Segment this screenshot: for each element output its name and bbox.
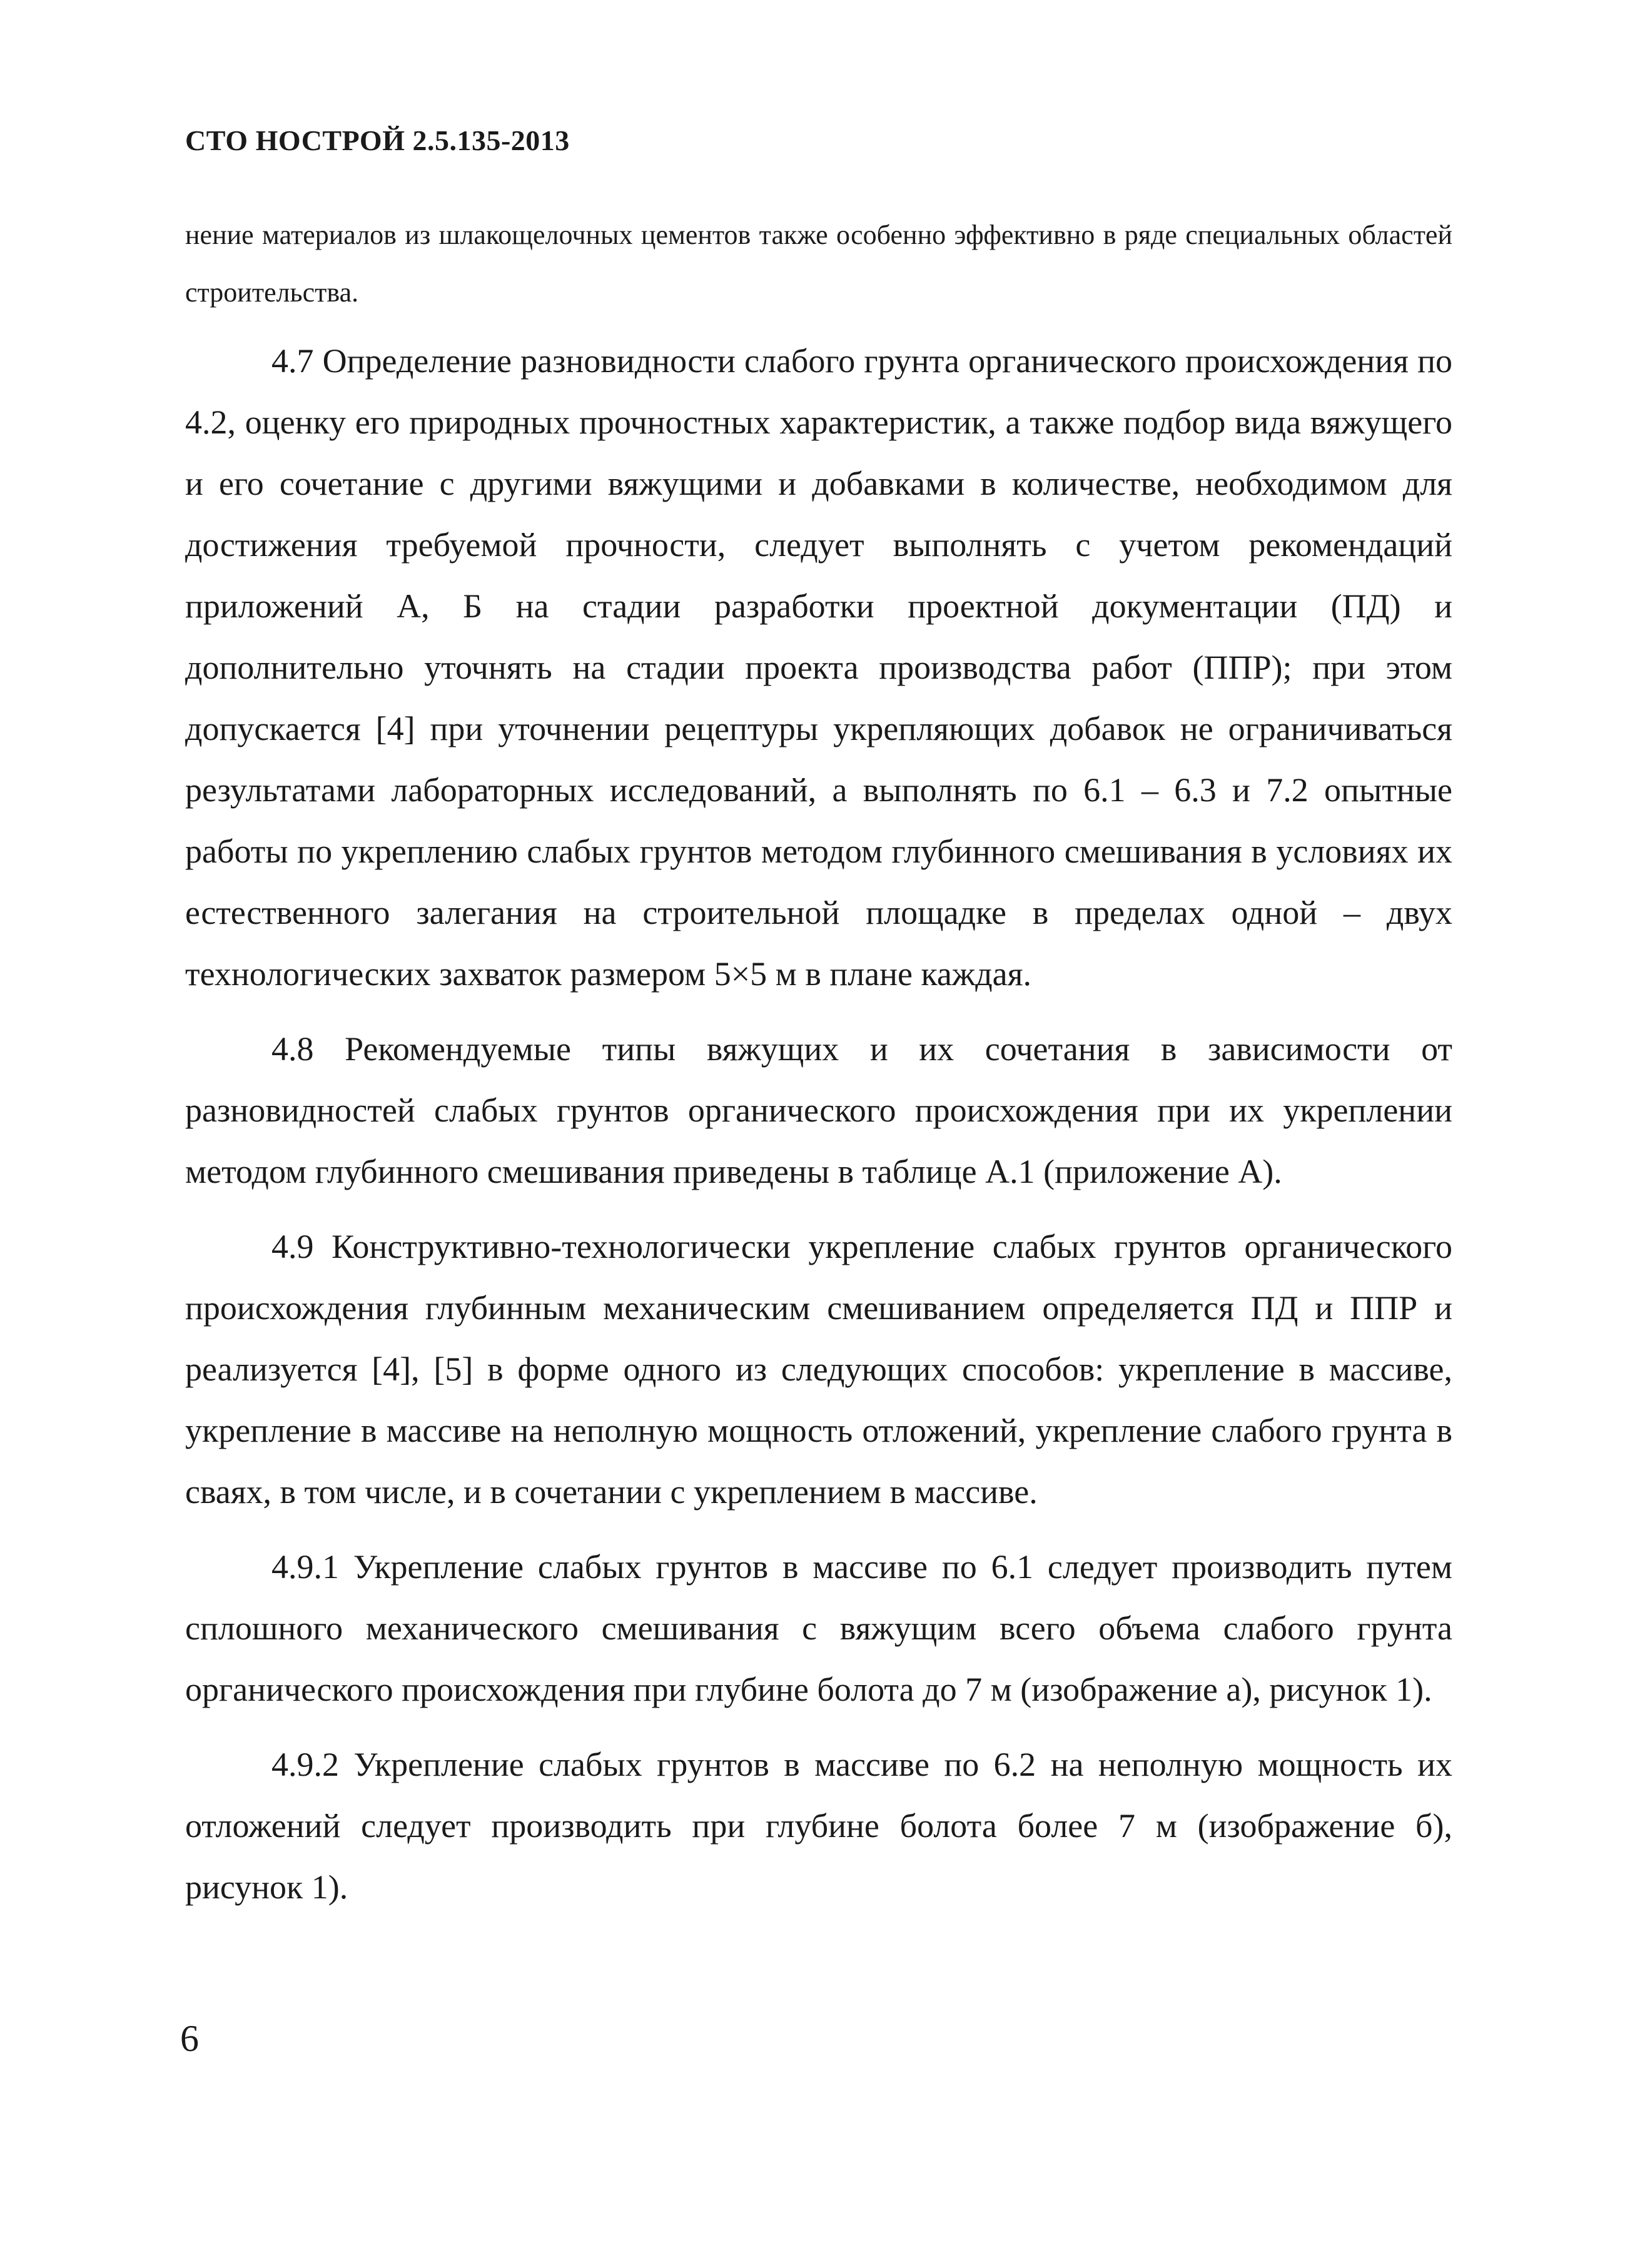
document-code-header: СТО НОСТРОЙ 2.5.135-2013	[185, 124, 570, 156]
paragraph-4-9-2: 4.9.2 Укрепление слабых грунтов в массиве по 6.2 на неполную мощность их отложений следует производить при глубине болота более 7 м (изображение б), рисунок 1).	[185, 1746, 1452, 1906]
paragraph-4-7: 4.7 Определение разновидности слабого грунта органического происхождения по 4.2, оценку его природных прочностных характеристик, а также подбор вида вяжущего и его сочетание с другими вяжущими и добавками в количестве, необходимом для достижения требуемой прочности, следует выполнять с учетом рекомендаций приложений А, Б на стадии разработки проектной документации (ПД) и дополнительно уточнять на стадии проекта производства работ (ППР); при этом допускается [4] при уточнении рецептуры укрепляющих добавок не ограничиваться результатами лабораторных исследований, а выполнять по 6.1 – 6.3 и 7.2 опытные работы по укреплению слабых грунтов методом глубинного смешивания в условиях их естественного залегания на строительной площадке в пределах одной – двух технологических захваток размером 5×5 м в плане каждая.	[185, 342, 1452, 993]
document-body	[185, 206, 1452, 1918]
paragraph-4-9-1: 4.9.1 Укрепление слабых грунтов в массиве по 6.1 следует производить путем сплошного механического смешивания с вяжущим всего объема слабого грунта органического происхождения при глубине болота до 7 м (изображение а), рисунок 1).	[185, 1548, 1452, 1708]
continued-paragraph: нение материалов из шлакощелочных цементов также особенно эффективно в ряде специальных областей строительства.	[185, 220, 1452, 308]
paragraph-4-8: 4.8 Рекомендуемые типы вяжущих и их сочетания в зависимости от разновидностей слабых грунтов органического происхождения при их укреплении методом глубинного смешивания приведены в таблице А.1 (приложение А).	[185, 1030, 1452, 1190]
paragraph-4-9: 4.9 Конструктивно-технологически укрепление слабых грунтов органического происхождения глубинным механическим смешиванием определяется ПД и ППР и реализуется [4], [5] в форме одного из следующих способов: укрепление в массиве, укрепление в массиве на неполную мощность отложений, укрепление слабого грунта в сваях, в том числе, и в сочетании с укреплением в массиве.	[185, 1228, 1452, 1511]
page-number: 6	[180, 2018, 199, 2059]
